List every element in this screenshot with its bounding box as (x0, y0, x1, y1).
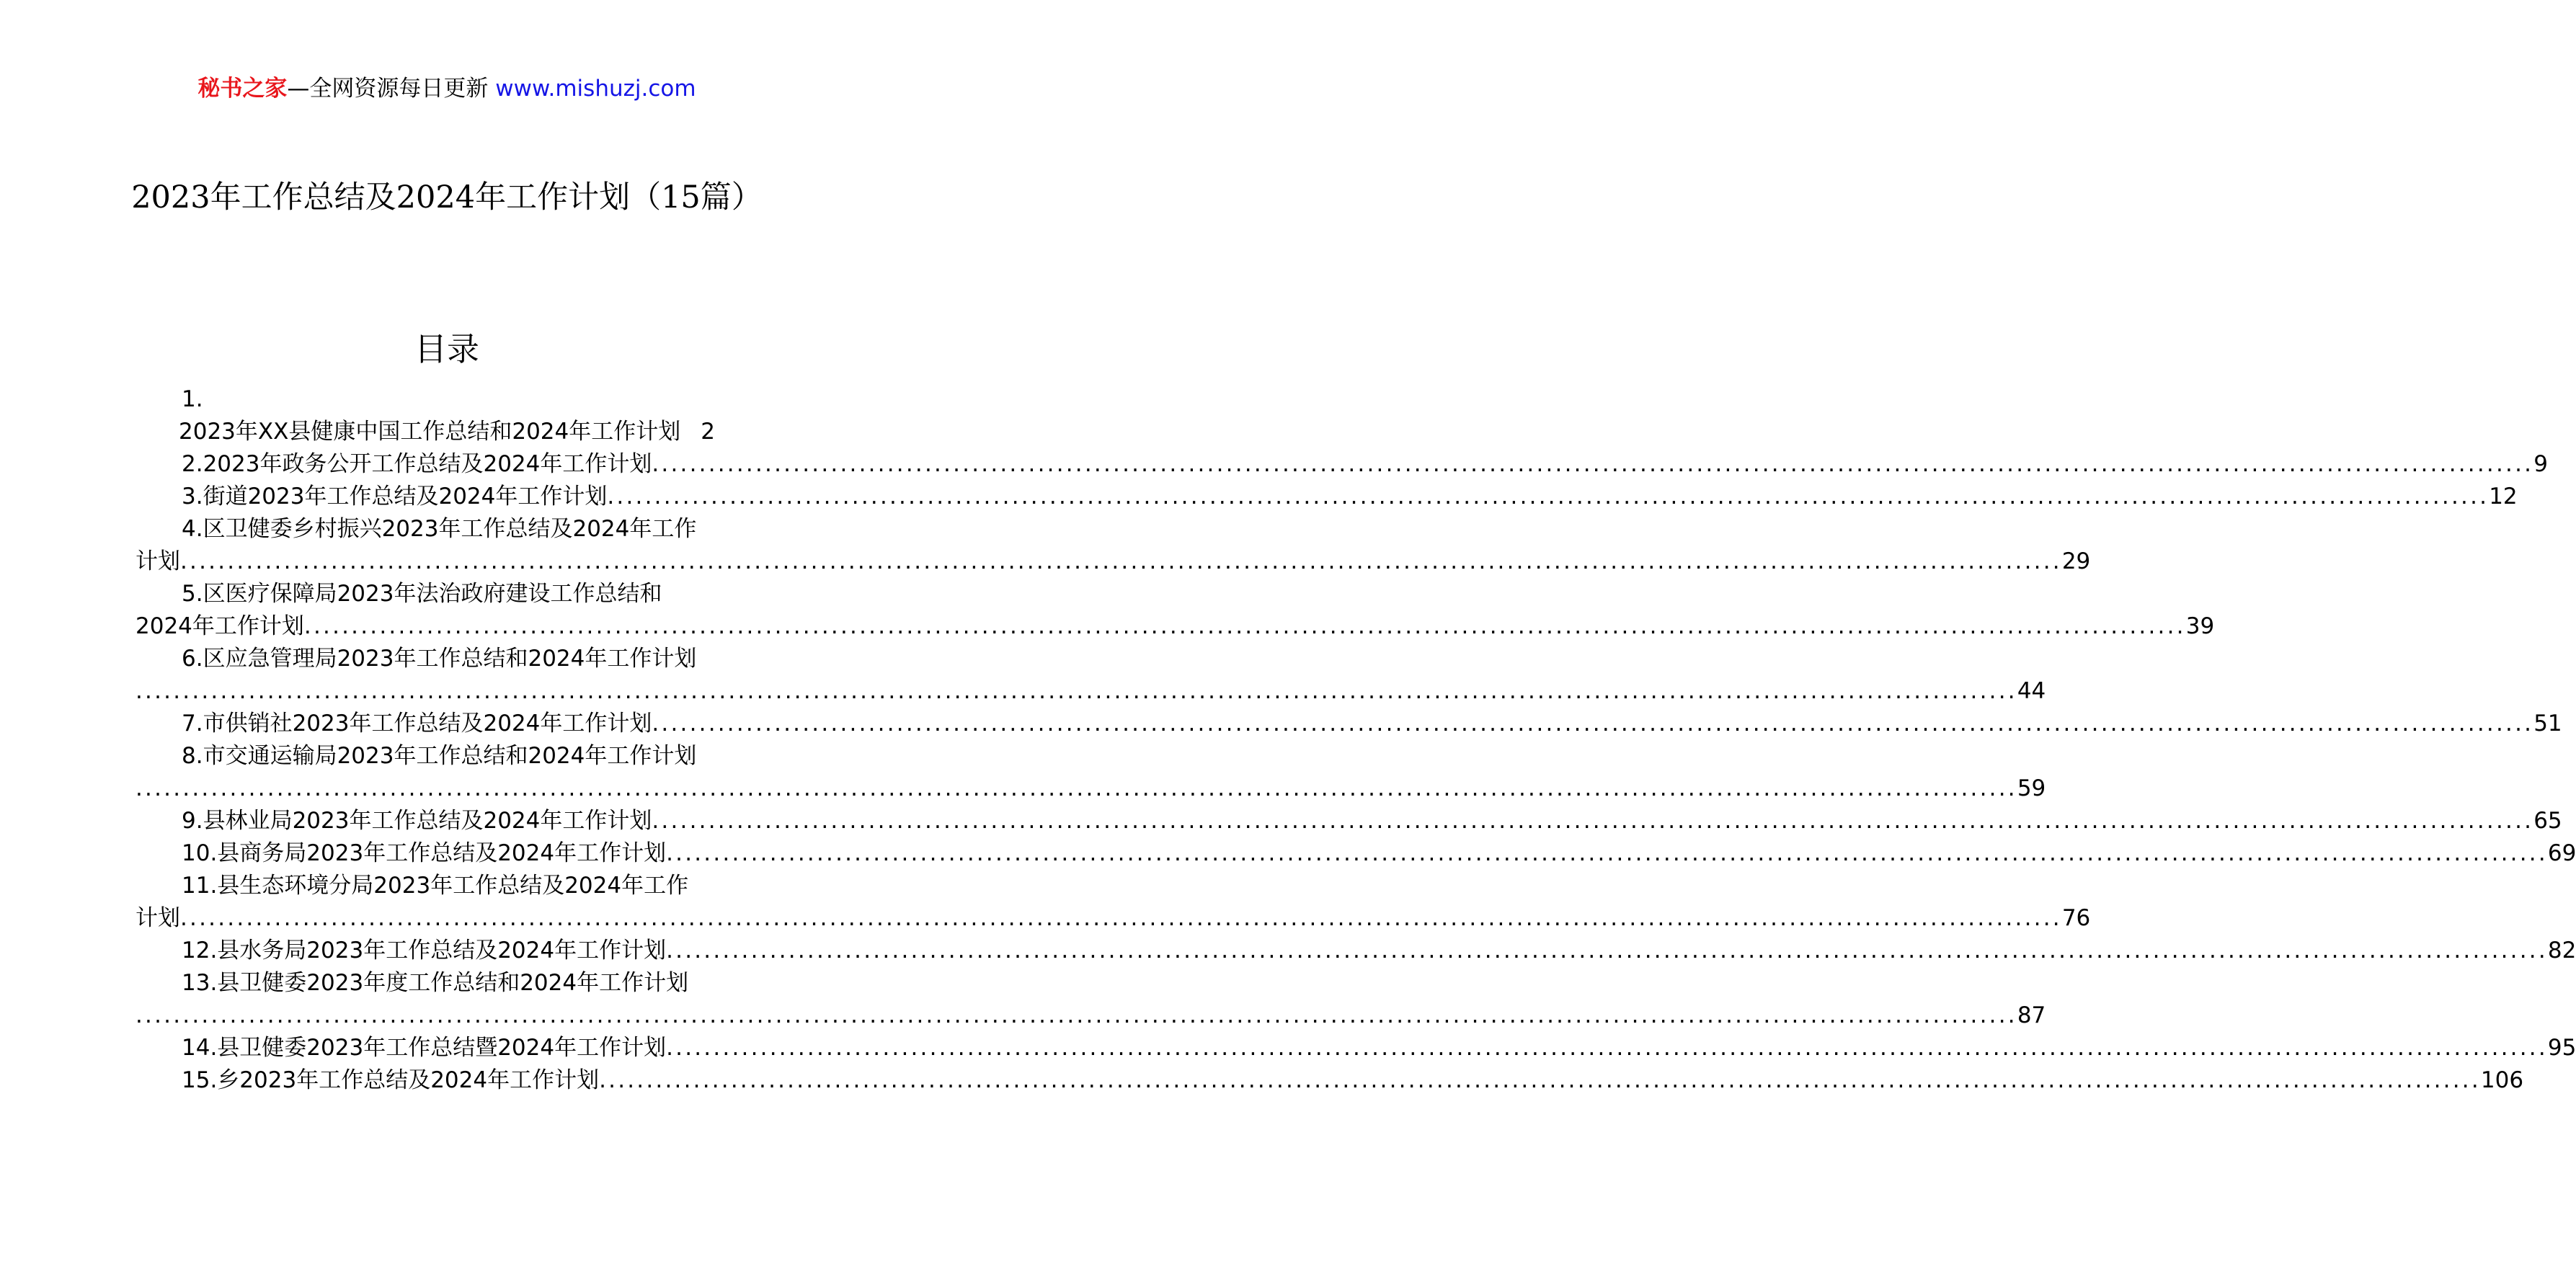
toc-leader-dots: ........................................................................................................................................................................................................ (652, 451, 2534, 477)
toc-leader-dots: ........................................................................................................................................................................................................ (303, 613, 2186, 639)
toc-entry[interactable] (136, 578, 2215, 643)
toc-heading: 目录 (414, 330, 479, 368)
toc-entry-title: 计划 (136, 548, 180, 574)
toc-entry-title: 14.县卫健委2023年工作总结暨2024年工作计划 (182, 1035, 667, 1061)
toc-leader-dots: ........................................................................................................................................................................................................ (136, 775, 2017, 801)
toc-entry-title: 2024年工作计划 (136, 613, 304, 639)
toc-entry[interactable] (136, 1064, 2524, 1097)
toc-entry[interactable] (136, 935, 2576, 967)
toc-page-number: 51 (2533, 711, 2562, 736)
toc-entry[interactable] (136, 870, 2091, 935)
toc-entry-title: 计划 (136, 905, 180, 931)
toc-entry-title: 6.区应急管理局2023年工作总结和2024年工作计划 (182, 646, 697, 672)
toc-leader-dots: ........................................................................................................................................................................................................ (599, 1067, 2481, 1093)
toc-entry-title: 11.县生态环境分局2023年工作总结及2024年工作 (182, 873, 689, 899)
toc-entry-title: 10.县商务局2023年工作总结及2024年工作计划 (182, 840, 667, 866)
toc-leader-dots: ........................................................................................................................................................................................................ (607, 484, 2490, 509)
toc-entry[interactable] (136, 708, 2562, 740)
toc-entry[interactable] (136, 448, 2548, 481)
toc-entry-title: 2023年XX县健康中国工作总结和2024年工作计划 (179, 419, 681, 445)
toc-leader-dots: ........................................................................................................................................................................................................ (652, 711, 2534, 736)
toc-entry[interactable] (136, 513, 2091, 578)
toc-leader-dots: ........................................................................................................................................................................................................ (180, 905, 2062, 931)
toc-entry[interactable] (136, 383, 758, 448)
site-url: www.mishuzj.com (495, 76, 696, 102)
toc-page-number: 69 (2547, 840, 2576, 866)
toc-entry[interactable] (136, 643, 2046, 708)
toc-leader-dots: ........................................................................................................................................................................................................ (180, 548, 2062, 574)
table-of-contents (136, 383, 2576, 1097)
toc-page-number: 2 (701, 419, 715, 445)
toc-leader-dots: ........................................................................................................................................................................................................ (666, 1035, 2548, 1061)
toc-leader-dots: ........................................................................................................................................................................................................ (652, 808, 2534, 834)
brand-name: 秘书之家 (197, 76, 288, 102)
header-tagline: —全网资源每日更新 (287, 76, 489, 102)
toc-page-number: 59 (2017, 775, 2046, 801)
toc-page-number: 87 (2017, 1002, 2046, 1028)
toc-entry[interactable] (136, 481, 2518, 513)
toc-entry-title: 3.街道2023年工作总结及2024年工作计划 (182, 484, 608, 509)
toc-entry[interactable] (136, 1032, 2576, 1064)
toc-leader-dots: ........................................................................................................................................................................................................ (136, 678, 2017, 704)
toc-page-number: 106 (2480, 1067, 2524, 1093)
toc-entry-title: 7.市供销社2023年工作总结及2024年工作计划 (182, 711, 652, 736)
toc-entry-title: 12.县水务局2023年工作总结及2024年工作计划 (182, 938, 667, 963)
toc-leader-dots: ........................................................................................................................................................................................................ (666, 840, 2548, 866)
toc-page-number: 9 (2533, 451, 2548, 477)
toc-leader-dots: ........................................................................................................................................................................................................ (666, 938, 2548, 963)
toc-page-number: 65 (2533, 808, 2562, 834)
toc-entry-title: 4.区卫健委乡村振兴2023年工作总结及2024年工作 (182, 516, 697, 542)
toc-entry-title: 1. (182, 386, 203, 412)
toc-entry[interactable] (136, 805, 2562, 837)
toc-entry-title: 2.2023年政务公开工作总结及2024年工作计划 (182, 451, 652, 477)
site-header (0, 72, 894, 105)
toc-page-number: 95 (2547, 1035, 2576, 1061)
toc-entry-title: 5.区医疗保障局2023年法治政府建设工作总结和 (182, 581, 662, 607)
toc-page-number: 76 (2061, 905, 2091, 931)
toc-entry-title: 15.乡2023年工作总结及2024年工作计划 (182, 1067, 600, 1093)
toc-entry[interactable] (136, 967, 2046, 1032)
toc-entry-title: 9.县林业局2023年工作总结及2024年工作计划 (182, 808, 652, 834)
toc-entry[interactable] (136, 740, 2046, 805)
toc-entry-title: 13.县卫健委2023年度工作总结和2024年工作计划 (182, 970, 689, 996)
toc-entry[interactable] (136, 837, 2576, 870)
toc-page-number: 12 (2489, 484, 2518, 509)
toc-page-number: 39 (2185, 613, 2215, 639)
toc-page-number: 44 (2017, 678, 2046, 704)
toc-leader-dots: ........................................................................................................................................................................................................ (136, 1002, 2017, 1028)
toc-entry-title: 8.市交通运输局2023年工作总结和2024年工作计划 (182, 743, 697, 769)
document-title: 2023年工作总结及2024年工作计划（15篇） (131, 179, 763, 215)
toc-page-number: 82 (2547, 938, 2576, 963)
toc-page-number: 29 (2061, 548, 2091, 574)
